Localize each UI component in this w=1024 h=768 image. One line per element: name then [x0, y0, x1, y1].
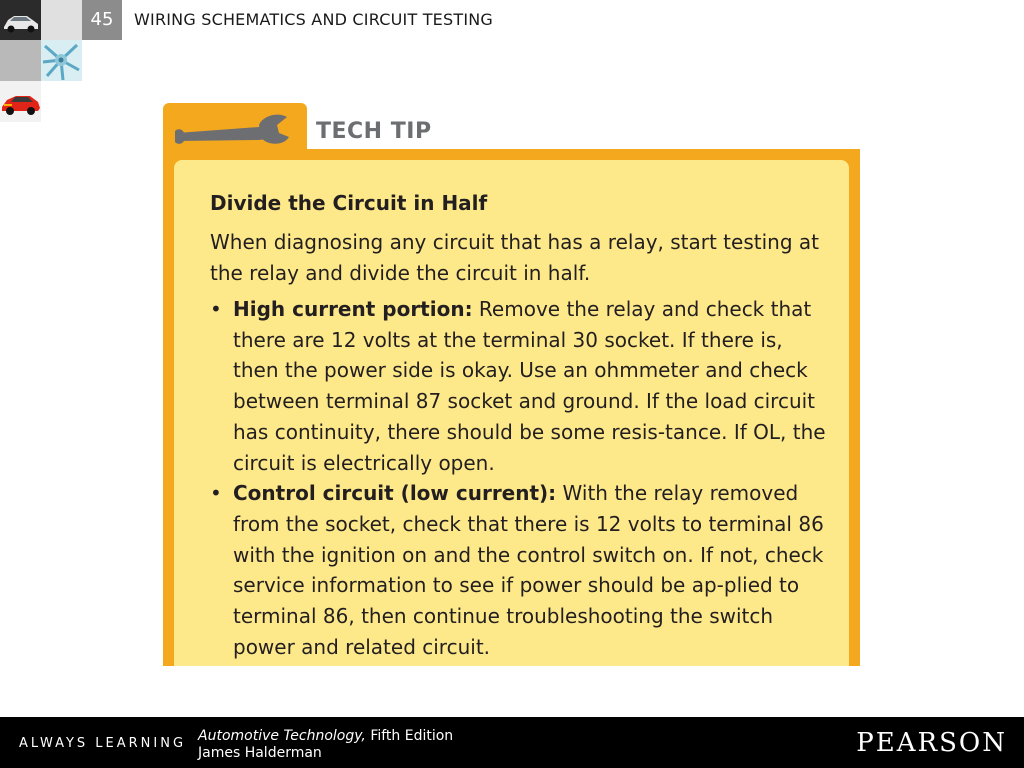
footer-bar [0, 717, 1024, 768]
bullet-text: Remove the relay and check that there are 12 volts at the terminal 30 socket. If there is, then the power side is okay. Use an ohmmeter and check between terminal 87 socket and ground. If the load circuit has continuity, there should be some resis-tance. If OL, the circuit is electrically open. [233, 297, 826, 475]
tech-tip-tab [163, 103, 307, 155]
bullet-icon: • [210, 481, 222, 506]
footer-tagline: ALWAYS LEARNING [19, 736, 187, 751]
bullet-text: With the relay removed from the socket, check that there is 12 volts to terminal 86 with the ignition on and the control switch on. If not, check service information to see if power should be ap-plied to terminal 86, then continue troubleshooting the switch power and related circuit. [233, 481, 824, 659]
chapter-title: WIRING SCHEMATICS AND CIRCUIT TESTING [134, 10, 494, 29]
thumbnail-white-car [0, 0, 41, 40]
slide-number: 45 [82, 0, 122, 40]
tip-bullet-list [210, 294, 830, 662]
bullet-term: High current portion: [233, 297, 473, 321]
pearson-logo: PEARSON [856, 728, 1007, 758]
book-author: James Halderman [198, 745, 322, 761]
book-edition: Fifth Edition [365, 728, 454, 744]
bullet-icon: • [210, 297, 222, 321]
list-item [210, 478, 830, 662]
tech-tip-box [163, 103, 860, 666]
book-title: Automotive Technology, [198, 728, 366, 744]
tip-intro: When diagnosing any circuit that has a relay, start testing at the relay and divide the circuit in half. [210, 230, 819, 285]
tip-heading: Divide the Circuit in Half [210, 191, 488, 215]
bullet-term: Control circuit (low current): [233, 481, 557, 506]
tech-tip-label: TECH TIP [316, 119, 432, 144]
book-citation [198, 728, 453, 762]
thumbnail-gray-block-2 [0, 40, 41, 81]
wrench-icon [163, 103, 307, 155]
thumbnail-turbine [41, 40, 82, 81]
thumbnail-gray-block [41, 0, 82, 40]
thumbnail-red-car [0, 81, 41, 122]
list-item [210, 294, 830, 478]
